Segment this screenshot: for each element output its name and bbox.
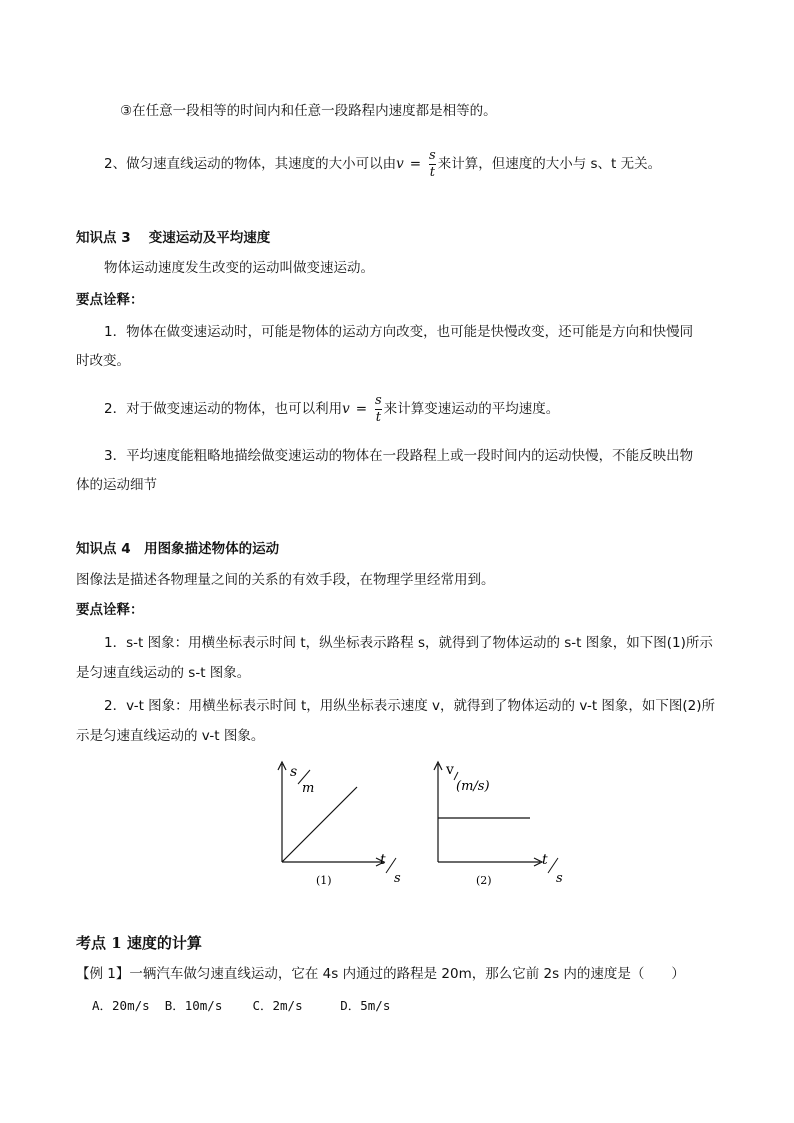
v-t-x-label-denominator: s xyxy=(556,871,563,886)
v-t-y-label: v xyxy=(446,762,454,778)
item-3: ③在任意一段相等的时间内和任意一段路程内速度都是相等的。 xyxy=(120,103,497,119)
section-3-point-3-line-1: 3．平均速度能粗略地描绘做变速运动的物体在一段路程上或一段时间内的运动快慢，不能反映出物 xyxy=(104,448,694,464)
velocity-symbol: v xyxy=(396,156,404,172)
section-3-point-2 xyxy=(104,391,559,427)
s-t-caption: (1) xyxy=(316,874,332,887)
fraction-numerator: s xyxy=(375,392,382,408)
section-4-point-1-line-1: 1．s-t 图象：用横坐标表示时间 t，纵坐标表示路程 s，就得到了物体运动的 s-t 图象，如下图(1)所示 xyxy=(104,635,713,651)
speed-formula-fraction xyxy=(429,149,436,180)
motion-graphs-figure xyxy=(262,758,572,890)
equals-sign: = xyxy=(409,156,422,172)
section-3-key-points-label: 要点诠释： xyxy=(76,292,144,308)
v-t-x-label-numerator: t xyxy=(542,852,548,868)
point-2-text-before: 2．对于做变速运动的物体，也可以利用 xyxy=(104,401,343,417)
note-2-text-before: 2、做匀速直线运动的物体，其速度的大小可以由 xyxy=(104,156,397,172)
section-4-key-points-label: 要点诠释： xyxy=(76,602,144,618)
v-t-y-unit: (m/s) xyxy=(456,779,490,794)
s-t-y-label-numerator: s xyxy=(290,764,298,780)
fraction-numerator: s xyxy=(429,147,436,163)
section-4-point-2-line-2: 示是匀速直线运动的 v-t 图象。 xyxy=(76,728,265,744)
section-3-point-1-line-2: 时改变。 xyxy=(76,353,130,369)
section-3-point-3-line-2: 体的运动细节 xyxy=(76,477,157,493)
fraction-denominator: t xyxy=(429,164,435,180)
v-t-caption: (2) xyxy=(476,874,492,887)
fraction-denominator: t xyxy=(375,409,381,425)
v-t-graph xyxy=(434,762,563,887)
section-4-intro: 图像法是描述各物理量之间的关系的有效手段，在物理学里经常用到。 xyxy=(76,572,495,588)
point-2-text-after: 来计算变速运动的平均速度。 xyxy=(383,401,560,417)
section-4-point-1-line-2: 是匀速直线运动的 s-t 图象。 xyxy=(76,665,251,681)
example-question-text: 一辆汽车做匀速直线运动，它在 4s 内通过的路程是 20m，那么它前 2s 内的速度是（ ） xyxy=(129,966,685,982)
example-label: 【例 1】 xyxy=(76,966,130,982)
section-4-heading: 知识点 4 用图象描述物体的运动 xyxy=(76,541,280,557)
section-3-point-1-line-1: 1．物体在做变速运动时，可能是物体的运动方向改变，也可能是快慢改变，还可能是方向和快慢同 xyxy=(104,324,694,340)
s-t-y-label-denominator: m xyxy=(302,781,315,796)
s-t-uniform-motion-line xyxy=(282,787,357,862)
section-3-heading: 知识点 3 变速运动及平均速度 xyxy=(76,230,271,246)
exam-point-heading: 考点 1 速度的计算 xyxy=(76,934,202,952)
note-2-text-after: 来计算，但速度的大小与 s、t 无关。 xyxy=(437,156,662,172)
section-3-definition: 物体运动速度发生改变的运动叫做变速运动。 xyxy=(104,260,374,276)
equals-sign: = xyxy=(355,401,368,417)
section-4-point-2-line-1: 2．v-t 图象：用横坐标表示时间 t，用纵坐标表示速度 v，就得到了物体运动的 v-t 图象，如下图(2)所 xyxy=(104,698,716,714)
s-t-graph xyxy=(278,762,401,887)
average-speed-formula-fraction xyxy=(375,394,382,425)
s-t-x-label-numerator: t xyxy=(380,852,386,868)
s-t-x-label-denominator: s xyxy=(394,871,401,886)
note-2 xyxy=(104,146,661,182)
example-1-options: A．20m/s B．10m/s C．2m/s D．5m/s xyxy=(92,998,391,1013)
example-1-question xyxy=(76,964,685,984)
velocity-symbol: v xyxy=(342,401,350,417)
